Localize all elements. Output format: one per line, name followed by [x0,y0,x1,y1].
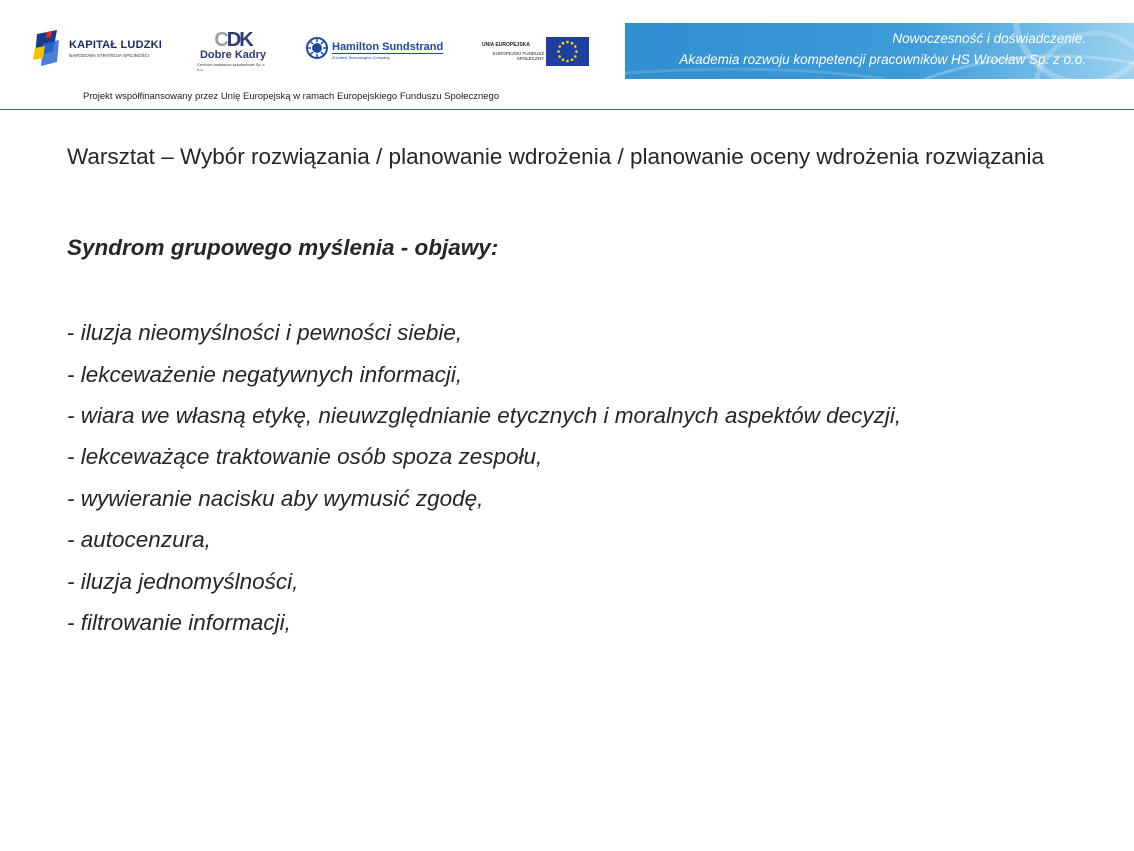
slide-title: Warsztat – Wybór rozwiązania / planowanie wdrożenia / planowanie oceny wdrożenia rozwiązania [67,144,1044,169]
list-item: - wywieranie nacisku aby wymusić zgodę, [67,485,484,511]
cofinancing-note: Projekt współfinansowany przez Unię Europejską w ramach Europejskiego Funduszu Społecznego [83,91,500,102]
eu-logo [482,37,589,66]
slide-header [0,0,1134,112]
eu-line2: EUROPEJSKI FUNDUSZ SPOŁECZNY [492,51,544,61]
list-item: - iluzja nieomyślności i pewności siebie, [67,320,463,345]
eu-flag-icon [546,37,589,66]
kapital-ludzki-icon [33,28,63,68]
banner-line1: Nowoczesność i doświadczenie. [892,31,1086,46]
list-item: - filtrowanie informacji, [67,610,291,635]
hamilton-sundstrand-logo [306,37,443,64]
kapital-ludzki-title: KAPITAŁ LUDZKI [69,38,163,51]
list-item: - autocenzura, [67,527,211,552]
hamilton-sundstrand-icon [306,37,328,64]
dobre-kadry-title: Dobre Kadry [199,49,267,61]
slide-subtitle: Syndrom grupowego myślenia - objawy: [67,235,499,260]
hamilton-sundstrand-subtitle: A United Technologies Company [332,55,390,60]
list-item: - lekceważenie negatywnych informacji, [67,361,463,387]
dobre-kadry-logo [197,31,269,72]
kapital-ludzki-subtitle: NARODOWA STRATEGIA SPÓJNOŚCI [69,52,150,58]
header-divider [0,109,1134,110]
symptom-list [67,318,1061,650]
kapital-ludzki-logo [33,28,162,68]
list-item: - lekceważące traktowanie osób spoza zespołu, [67,444,543,469]
eu-line1: UNIA EUROPEJSKA [482,42,530,48]
dobre-kadry-subtitle: Centrum badawczo-szkoleniowe Sp. z o.o. [197,62,265,72]
dobre-kadry-mark: CDK [214,29,252,51]
banner-line2: Akademia rozwoju kompetencji pracowników HS Wrocław Sp. z o.o. [679,52,1086,67]
list-item: - wiara we własną etykę, nieuwzględnianie etycznych i moralnych aspektów decyzji, [67,403,902,428]
project-banner [625,23,1134,79]
hamilton-sundstrand-title: Hamilton Sundstrand [332,41,444,53]
list-item: - iluzja jednomyślności, [67,568,299,594]
